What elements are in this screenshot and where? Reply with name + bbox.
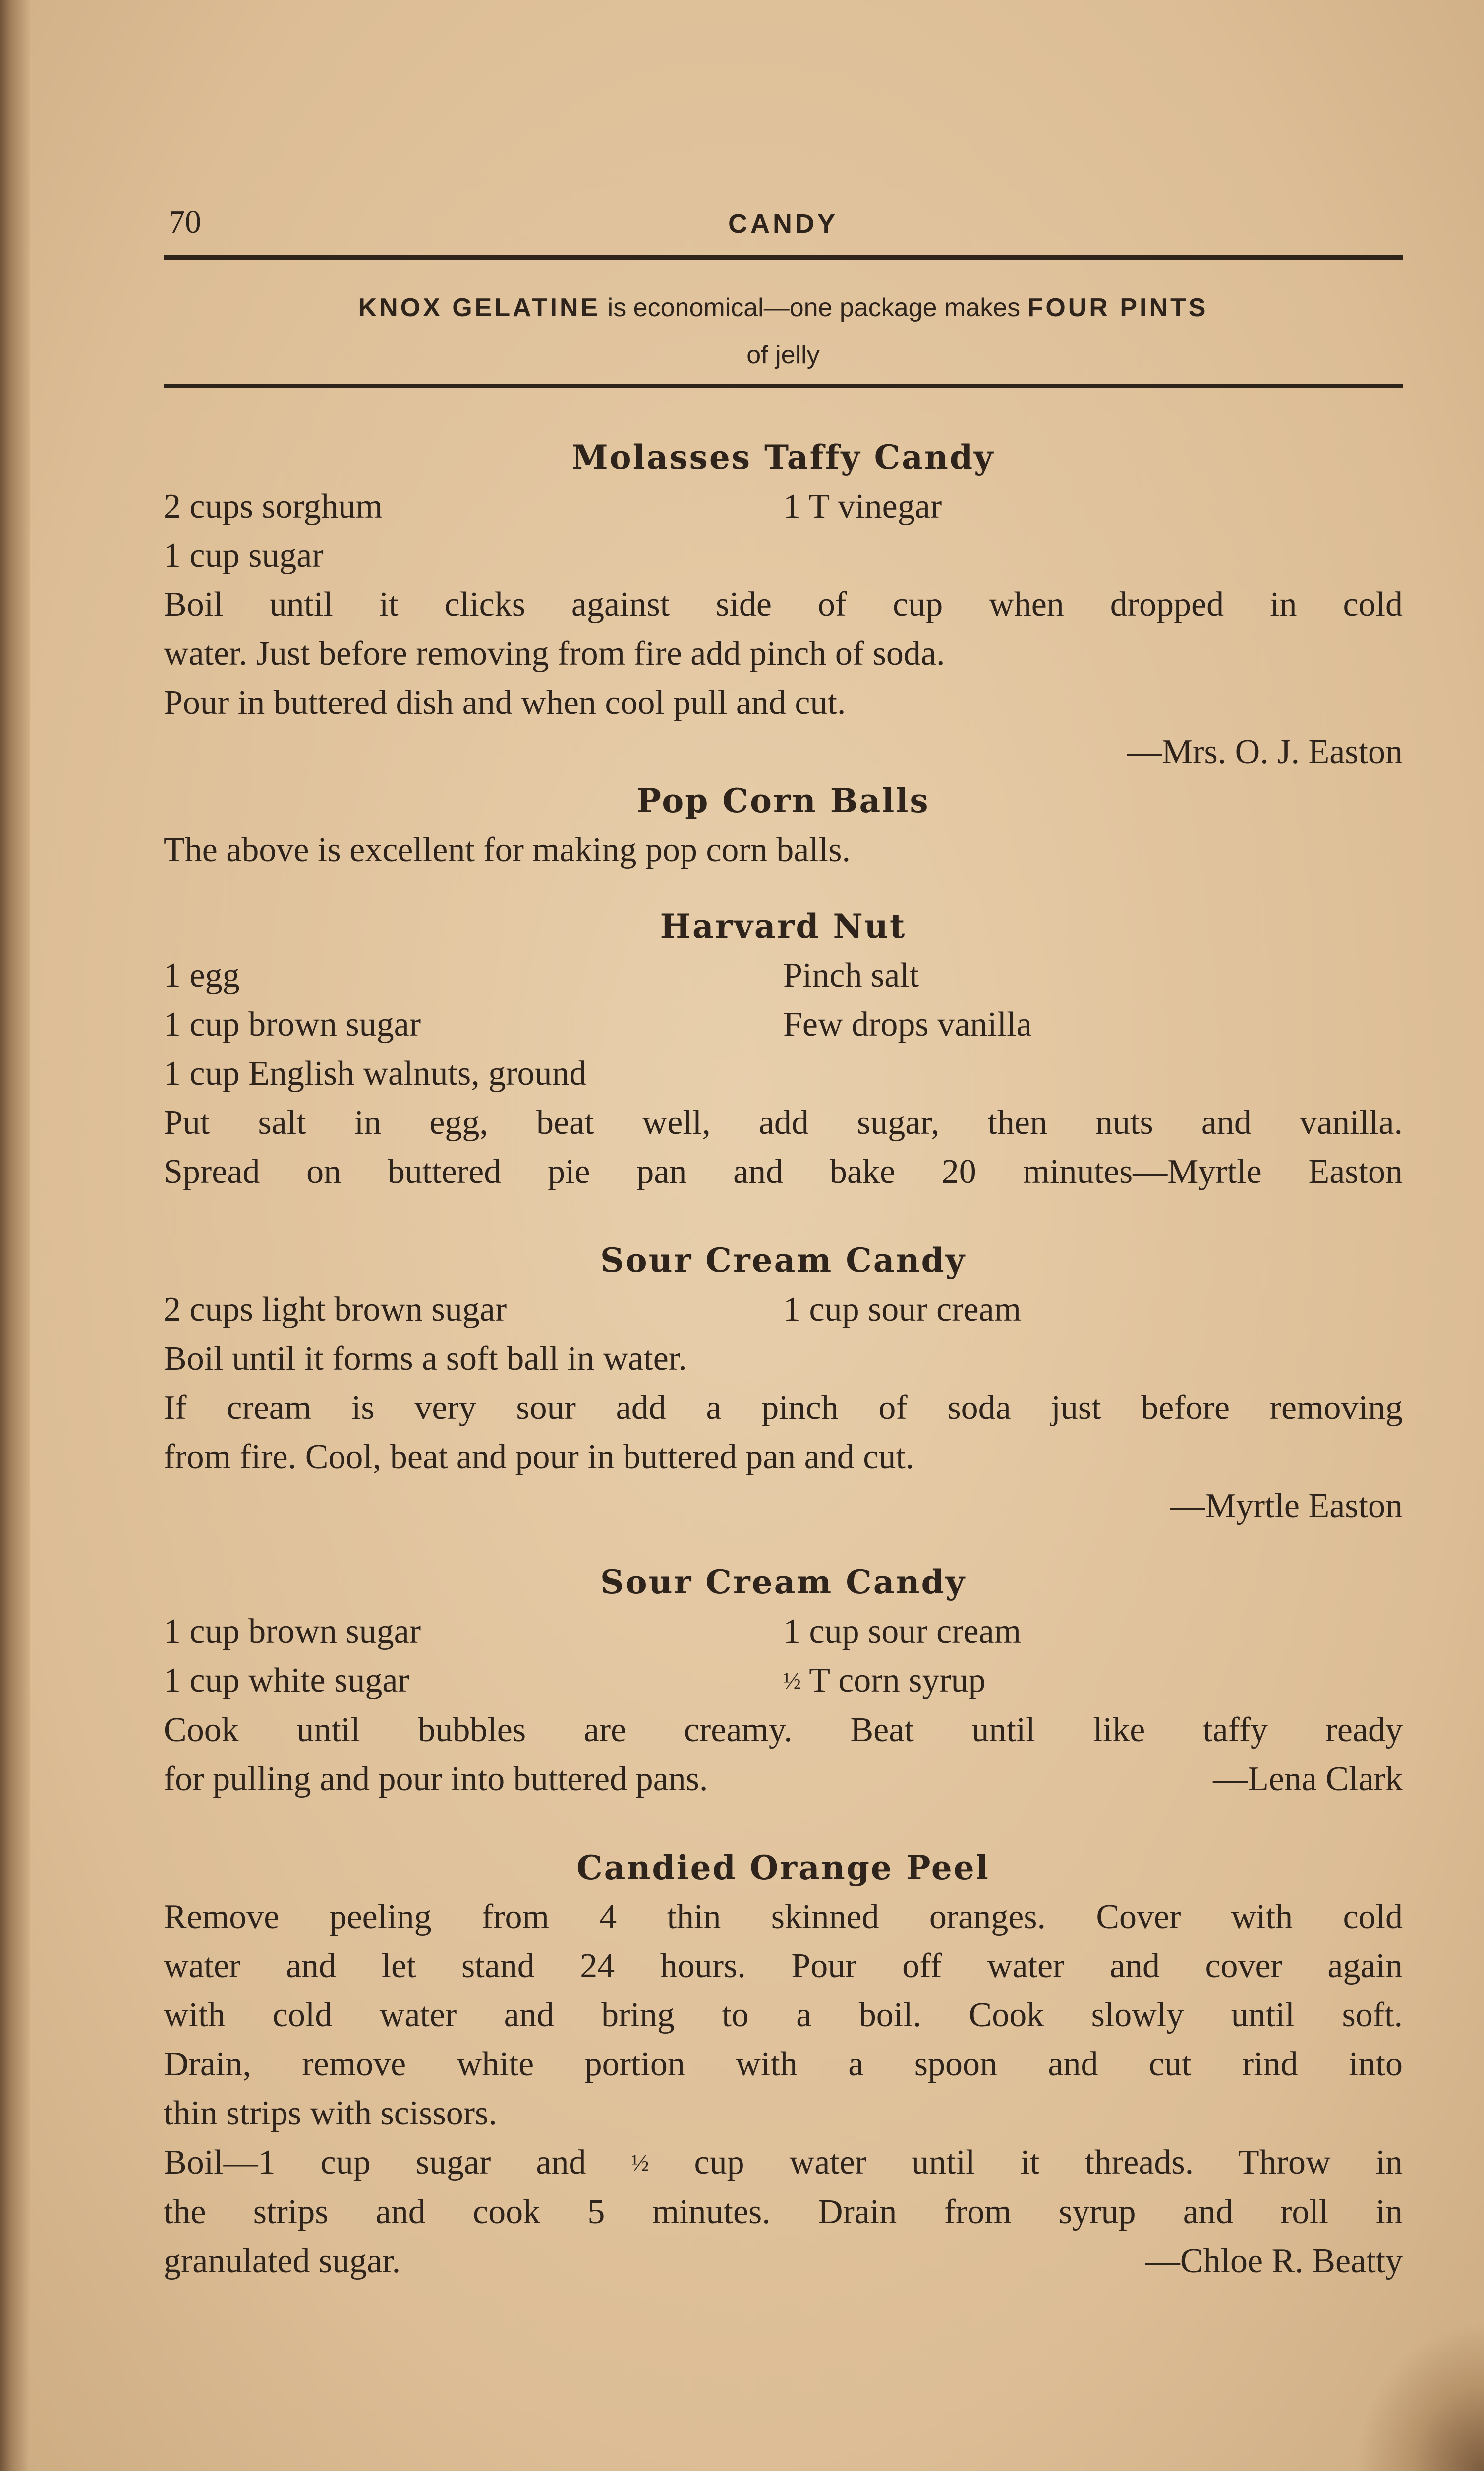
page-number: 70 bbox=[169, 204, 201, 240]
recipe-list bbox=[164, 433, 1403, 2286]
ingredient-text: T corn syrup bbox=[801, 1661, 986, 1700]
banner-rule bbox=[164, 384, 1403, 388]
instruction-line: Put salt in egg, beat well, add sugar, then nuts and vanilla. bbox=[164, 1104, 1403, 1142]
book-binding bbox=[0, 0, 30, 2471]
recipe-author: —Chloe R. Beatty bbox=[1145, 2242, 1403, 2280]
recipe-sour-cream-candy-1 bbox=[164, 1236, 1403, 1530]
instruction-line: Cook until bubbles are creamy. Beat until like taffy ready bbox=[164, 1711, 1403, 1749]
instruction-line: The above is excellent for making pop corn balls. bbox=[164, 831, 851, 869]
ingredient-row bbox=[164, 1000, 1403, 1049]
ingredient: 1 cup brown sugar bbox=[164, 1005, 421, 1044]
section-title: CANDY bbox=[728, 209, 838, 238]
book-page bbox=[164, 198, 1403, 2286]
ingredient: 1 cup white sugar bbox=[164, 1661, 409, 1700]
ingredient-row bbox=[164, 1285, 1403, 1334]
ingredient-row bbox=[164, 1049, 1403, 1098]
recipe-author: —Lena Clark bbox=[1213, 1760, 1403, 1798]
banner-middle: is economical—one package makes bbox=[600, 294, 1027, 322]
ingredient: 2 cups sorghum bbox=[164, 487, 383, 526]
instruction-line: Remove peeling from 4 thin skinned oranges. Cover with cold bbox=[164, 1898, 1403, 1936]
instruction-line: If cream is very sour add a pinch of soda just before removing bbox=[164, 1389, 1403, 1427]
fraction: ½ bbox=[783, 1668, 801, 1694]
ingredient-row bbox=[164, 1607, 1403, 1656]
ingredient: 1 egg bbox=[164, 956, 240, 995]
instruction-line bbox=[164, 2236, 1403, 2286]
banner-brand: KNOX GELATINE bbox=[358, 294, 601, 322]
instruction-line bbox=[164, 2138, 1403, 2187]
instruction-text: granulated sugar. bbox=[164, 2242, 401, 2280]
ingredient: Pinch salt bbox=[783, 956, 919, 995]
instruction-line: Drain, remove white portion with a spoon and cut rind into bbox=[164, 2045, 1403, 2083]
ingredient-row bbox=[164, 531, 1403, 580]
instruction-line: water. Just before removing from fire add pinch of soda. bbox=[164, 635, 945, 673]
instruction-line: Spread on buttered pie pan and bake 20 minutes—Myrtle Easton bbox=[164, 1153, 1403, 1191]
ingredient bbox=[783, 1656, 986, 1706]
instruction-line: Boil until it forms a soft ball in water. bbox=[164, 1340, 687, 1378]
instruction-line: water and let stand 24 hours. Pour off water and cover again bbox=[164, 1947, 1403, 1985]
instruction-text: Boil—1 cup sugar and bbox=[164, 2143, 631, 2181]
ingredient-row bbox=[164, 482, 1403, 531]
page-stain bbox=[1355, 2322, 1484, 2471]
recipe-molasses-taffy bbox=[164, 433, 1403, 776]
ingredient-row bbox=[164, 951, 1403, 1000]
ingredient: Few drops vanilla bbox=[783, 1005, 1032, 1044]
ingredient: 2 cups light brown sugar bbox=[164, 1291, 507, 1329]
recipe-title: Molasses Taffy Candy bbox=[571, 438, 995, 476]
header-rule bbox=[164, 255, 1403, 260]
recipe-title: Sour Cream Candy bbox=[600, 1563, 967, 1601]
recipe-title: Sour Cream Candy bbox=[600, 1241, 967, 1280]
recipe-author: —Mrs. O. J. Easton bbox=[1127, 733, 1403, 771]
ingredient: 1 cup English walnuts, ground bbox=[164, 1055, 587, 1093]
recipe-sour-cream-candy-2 bbox=[164, 1558, 1403, 1804]
advertisement-banner bbox=[183, 285, 1383, 379]
page-header bbox=[164, 198, 1403, 248]
instruction-line: Boil until it clicks against side of cup when dropped in cold bbox=[164, 586, 1403, 624]
recipe-candied-orange-peel bbox=[164, 1843, 1403, 2286]
ingredient: 1 T vinegar bbox=[783, 487, 942, 526]
ingredient: 1 cup sour cream bbox=[783, 1612, 1022, 1650]
recipe-title: Candied Orange Peel bbox=[576, 1848, 990, 1887]
ingredient: 1 cup brown sugar bbox=[164, 1612, 421, 1650]
instruction-text: for pulling and pour into buttered pans. bbox=[164, 1760, 708, 1798]
recipe-title: Pop Corn Balls bbox=[636, 781, 930, 820]
ingredient-row bbox=[164, 1656, 1403, 1706]
fraction: ½ bbox=[631, 2150, 649, 2176]
recipe-pop-corn-balls bbox=[164, 776, 1403, 875]
instruction-line bbox=[164, 1755, 1403, 1804]
banner-tail: of jelly bbox=[746, 341, 820, 369]
instruction-line: with cold water and bring to a boil. Cook slowly until soft. bbox=[164, 1996, 1403, 2034]
instruction-text: cup water until it threads. Throw in bbox=[649, 2143, 1403, 2181]
banner-emphasis: FOUR PINTS bbox=[1027, 294, 1208, 322]
recipe-title: Harvard Nut bbox=[660, 907, 907, 945]
ingredient: 1 cup sour cream bbox=[783, 1291, 1022, 1329]
recipe-harvard-nut bbox=[164, 902, 1403, 1196]
instruction-line: from fire. Cool, beat and pour in buttered pan and cut. bbox=[164, 1438, 914, 1476]
recipe-author: —Myrtle Easton bbox=[1170, 1487, 1403, 1525]
instruction-line: Pour in buttered dish and when cool pull and cut. bbox=[164, 684, 846, 722]
instruction-line: the strips and cook 5 minutes. Drain from syrup and roll in bbox=[164, 2193, 1403, 2231]
ingredient: 1 cup sugar bbox=[164, 536, 324, 575]
instruction-line: thin strips with scissors. bbox=[164, 2094, 497, 2132]
